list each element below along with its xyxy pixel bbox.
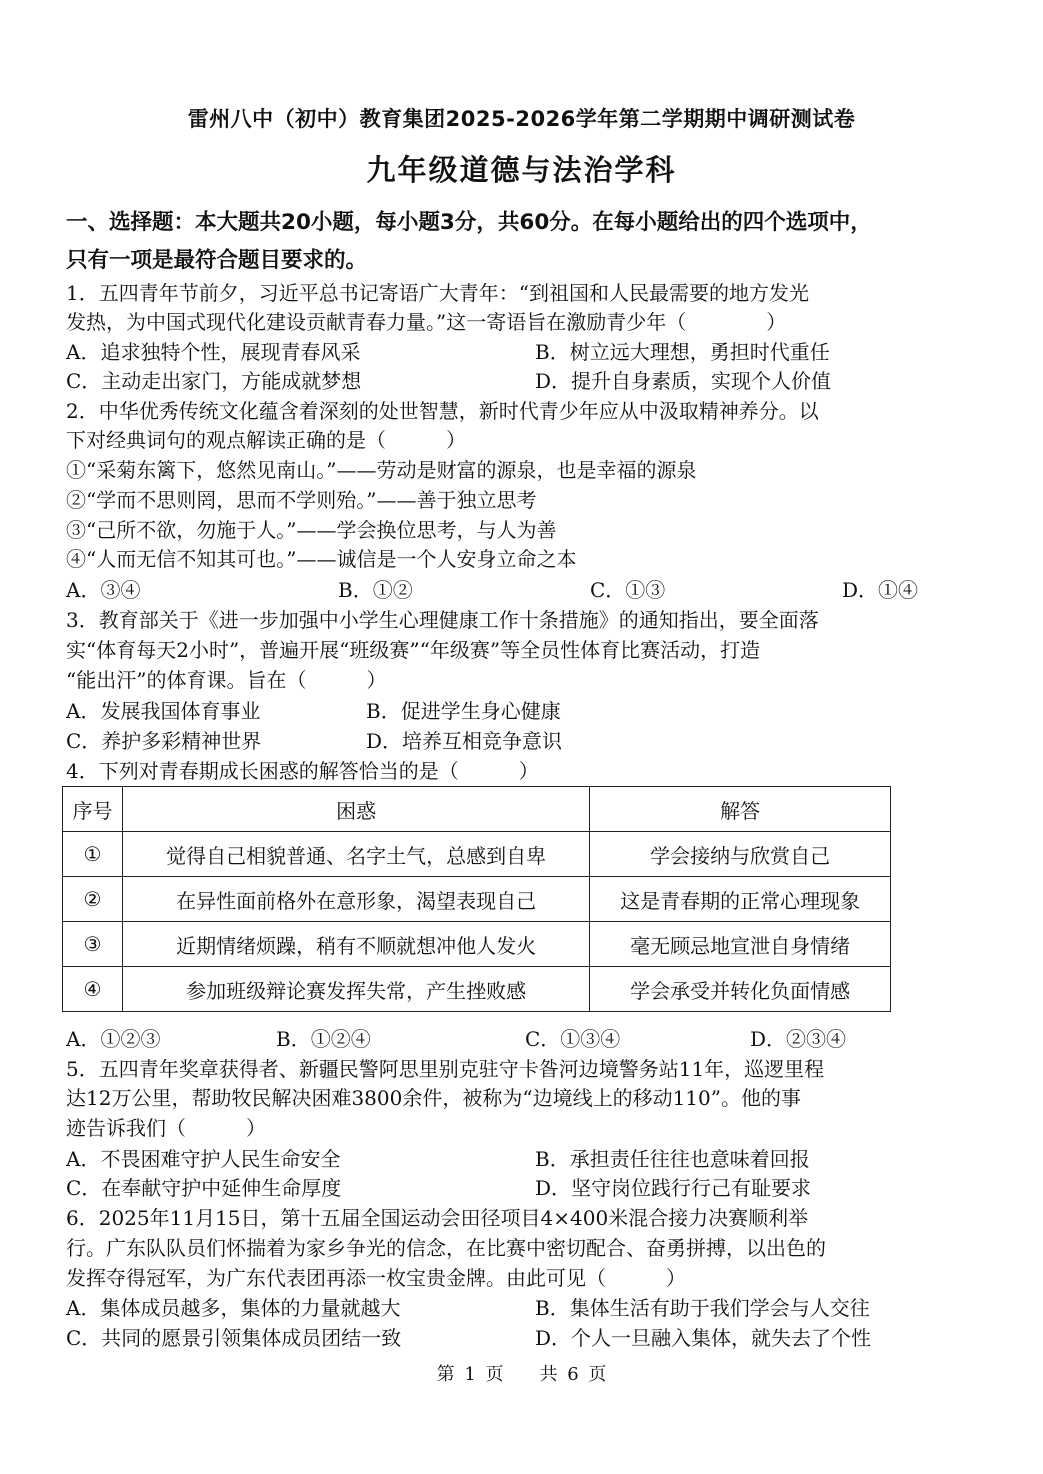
table-cell: 毫无顾忌地宣泄自身情绪 — [590, 922, 891, 967]
q2-statement: ④“人而无信不知其可也。”——诚信是一个人安身立命之本 — [66, 547, 577, 571]
q5-line: 5．五四青年奖章获得者、新疆民警阿思里别克驻守卡昝河边境警务站11年，巡逻里程 — [66, 1057, 825, 1081]
page-footer: 第 1 页 共 6 页 — [436, 1364, 607, 1385]
q2-option-d: D．①④ — [842, 578, 919, 602]
table-cell: 学会承受并转化负面情感 — [590, 967, 891, 1012]
q3-line: 实“体育每天2小时”，普遍开展“班级赛”“年级赛”等全员性体育比赛活动，打造 — [66, 638, 761, 662]
table-cell: ④ — [63, 967, 123, 1012]
q5-option-d: D．坚守岗位践行行己有耻要求 — [535, 1176, 812, 1200]
section-heading-line2: 只有一项是最符合题目要求的。 — [66, 248, 368, 273]
q6-option-b: B．集体生活有助于我们学会与人交往 — [535, 1296, 870, 1320]
q6-option-c: C．共同的愿景引领集体成员团结一致 — [66, 1326, 402, 1350]
q6-option-d: D．个人一旦融入集体，就失去了个性 — [535, 1326, 872, 1350]
table-cell: 这是青春期的正常心理现象 — [590, 877, 891, 922]
q2-option-c: C．①③ — [590, 578, 666, 602]
q6-line: 6．2025年11月15日，第十五届全国运动会田径项目4×400米混合接力决赛顺利举 — [66, 1206, 809, 1230]
q5-option-b: B．承担责任往往也意味着回报 — [535, 1147, 810, 1171]
q2-option-a: A．③④ — [66, 578, 141, 602]
q6-line: 行。广东队队员们怀揣着为家乡争光的信念，在比赛中密切配合、奋勇拼搏，以出色的 — [66, 1236, 826, 1260]
q2-statement: ①“采菊东篱下，悠然见南山。”——劳动是财富的源泉，也是幸福的源泉 — [66, 458, 697, 482]
table-cell: 在异性面前格外在意形象，渴望表现自己 — [122, 877, 589, 922]
q3-option-b: B．促进学生身心健康 — [366, 699, 561, 723]
q4-table — [62, 786, 891, 1012]
q1-line: 1．五四青年节前夕，习近平总书记寄语广大青年：“到祖国和人民最需要的地方发光 — [66, 281, 809, 305]
table-cell: 学会接纳与欣赏自己 — [590, 832, 891, 877]
table-header-cell: 序号 — [63, 787, 123, 832]
table-row — [63, 922, 891, 967]
q1-option-b: B．树立远大理想，勇担时代重任 — [535, 340, 830, 364]
table-cell: ③ — [63, 922, 123, 967]
q4-stem: 4．下列对青春期成长困惑的解答恰当的是（ ） — [66, 759, 539, 783]
table-header-cell: 解答 — [590, 787, 891, 832]
table-cell: ① — [63, 832, 123, 877]
q4-option-c: C．①③④ — [525, 1027, 621, 1051]
q1-option-d: D．提升自身素质，实现个人价值 — [535, 369, 832, 393]
q1-option-c: C．主动走出家门，方能成就梦想 — [66, 369, 362, 393]
q2-statement: ③“己所不欲，勿施于人。”——学会换位思考，与人为善 — [66, 518, 557, 542]
q5-line: 达12万公里，帮助牧民解决困难3800余件，被称为“边境线上的移动110”。他的事 — [66, 1086, 801, 1110]
section-heading-line1: 一、选择题：本大题共20小题，每小题3分，共60分。在每小题给出的四个选项中， — [66, 210, 872, 235]
q3-option-d: D．培养互相竞争意识 — [366, 729, 563, 753]
q3-line: 3．教育部关于《进一步加强中小学生心理健康工作十条措施》的通知指出，要全面落 — [66, 608, 819, 632]
q6-line: 发挥夺得冠军，为广东代表团再添一枚宝贵金牌。由此可见（ ） — [66, 1266, 686, 1290]
q5-option-c: C．在奉献守护中延伸生命厚度 — [66, 1176, 342, 1200]
exam-title: 雷州八中（初中）教育集团2025-2026学年第二学期期中调研测试卷 — [187, 107, 856, 131]
table-header-row — [63, 787, 891, 832]
q2-line: 下对经典词句的观点解读正确的是（ ） — [66, 428, 466, 452]
q4-option-a: A．①②③ — [66, 1027, 161, 1051]
q2-statement: ②“学而不思则罔，思而不学则殆。”——善于独立思考 — [66, 488, 537, 512]
table-row — [63, 967, 891, 1012]
q5-option-a: A．不畏困难守护人民生命安全 — [66, 1147, 341, 1171]
q3-line: “能出汗”的体育课。旨在（ ） — [66, 668, 387, 692]
q1-line: 发热，为中国式现代化建设贡献青春力量。”这一寄语旨在激励青少年（ ） — [66, 310, 787, 334]
q6-option-a: A．集体成员越多，集体的力量就越大 — [66, 1296, 401, 1320]
table-cell: 近期情绪烦躁，稍有不顺就想冲他人发火 — [122, 922, 589, 967]
q2-option-b: B．①② — [338, 578, 413, 602]
table-cell: ② — [63, 877, 123, 922]
table-cell: 觉得自己相貌普通、名字土气，总感到自卑 — [122, 832, 589, 877]
q1-option-a: A．追求独特个性，展现青春风采 — [66, 340, 361, 364]
table-row — [63, 877, 891, 922]
table-row — [63, 832, 891, 877]
exam-subtitle: 九年级道德与法治学科 — [366, 153, 677, 187]
table-cell: 参加班级辩论赛发挥失常，产生挫败感 — [122, 967, 589, 1012]
q3-option-c: C．养护多彩精神世界 — [66, 729, 262, 753]
q4-option-b: B．①②④ — [276, 1027, 371, 1051]
q2-line: 2．中华优秀传统文化蕴含着深刻的处世智慧，新时代青少年应从中汲取精神养分。以 — [66, 399, 819, 423]
q5-line: 迹告诉我们（ ） — [66, 1116, 266, 1140]
table-header-cell: 困惑 — [122, 787, 589, 832]
q4-option-d: D．②③④ — [750, 1027, 847, 1051]
q3-option-a: A．发展我国体育事业 — [66, 699, 261, 723]
